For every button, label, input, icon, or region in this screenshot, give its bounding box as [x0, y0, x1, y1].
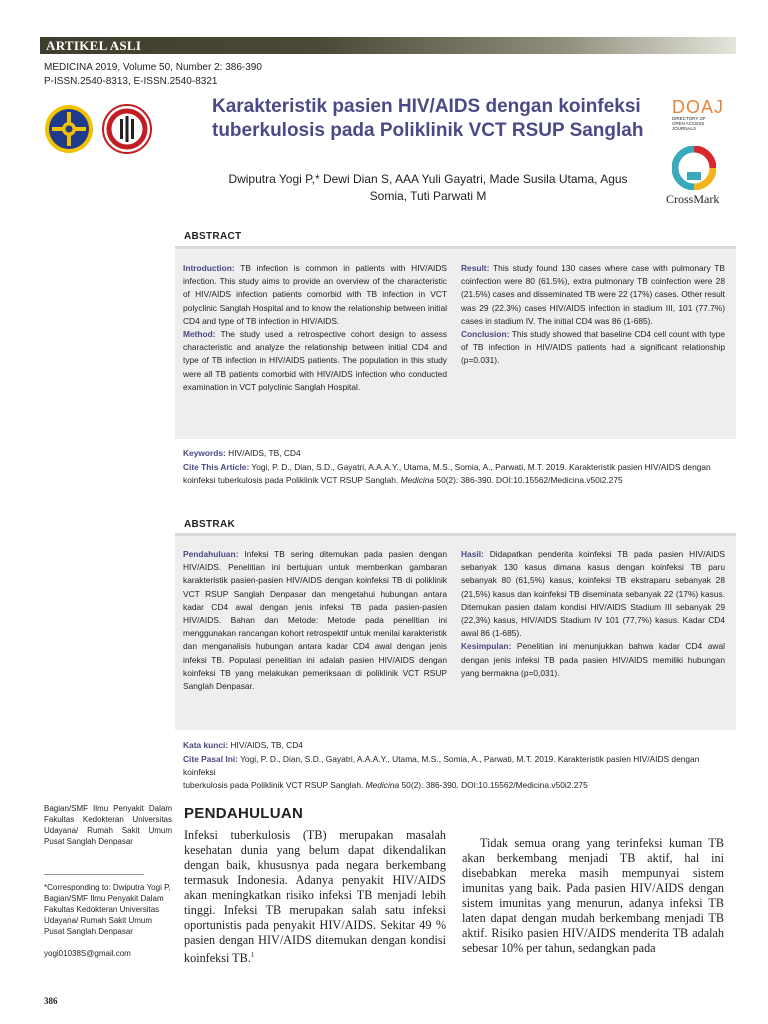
abstrak-conclusion — [461, 640, 725, 680]
crossmark-icon — [672, 146, 716, 190]
article-title — [212, 95, 652, 143]
crossmark-label: CrossMark — [666, 192, 720, 206]
abstrak-result — [461, 548, 725, 640]
doaj-wordmark: DOAJ — [672, 97, 725, 117]
abstract-keywords — [183, 447, 728, 460]
abstract-method-label: Method: — [183, 329, 216, 340]
authors-line-2: Somia, Tuti Parwati M — [369, 189, 487, 203]
abstract-left-column — [183, 262, 447, 394]
abstrak-conclusion-text: Penelitian ini menunjukkan bahwa kadar CD4 awal dengan jenis infeksi TB pada pasien HIV/AIDS memiliki hubungan yang bermakna (p=0,031). — [461, 641, 725, 678]
abstrak-result-label: Hasil: — [461, 549, 484, 559]
abstrak-intro-text: Infeksi TB sering ditemukan pada pasien dengan HIV/AIDS. Penelitian ini bertujuan untuk memberikan gambaran karakteristik pasien-pasien HIV/AIDS dengan koinfeksi TB di poliklinik VCT RSUP Sanglah Denpasar dan mengetahui hubungan antara kadar CD4 awal dengan jenis infeksi TB pada pasien-pasien HIV/AIDS. Bahan dan Metode: Metode pada penelitian ini menggunakan rancangan kohort retrospektif untuk menilai karakteristik dan menganalisis hubungan antara kadar CD4 awal dengan jenis infeksi TB. Populasi penelitian ini adalah pasien HIV/AIDS dengan koinfeksi TB yang melakukan pemeriksaan di poliklinik VCT RSUP Sanglah Denpasar. — [183, 549, 447, 692]
abstract-citation — [183, 461, 728, 487]
corresponding-email[interactable]: yogi01038S@gmail.com — [44, 949, 131, 958]
abstract-right-column — [461, 262, 725, 368]
abstrak-right-column — [461, 548, 725, 680]
kata-kunci-label: Kata kunci: — [183, 740, 229, 750]
abstrak-heading: ABSTRAK — [184, 519, 235, 530]
doaj-logo[interactable] — [672, 98, 728, 131]
cite-journal: Medicina — [400, 475, 435, 486]
cite-text-2: koinfeksi tuberkulosis pada Poliklinik VCT RSUP Sanglah. — [183, 475, 401, 486]
cite-pasal-text-2: tuberkulosis pada Poliklinik VCT RSUP Sanglah. — [183, 780, 366, 791]
authors — [218, 171, 638, 205]
abstract-intro — [183, 262, 447, 328]
udayana-logo — [44, 104, 94, 159]
keywords-text: HIV/AIDS, TB, CD4 — [225, 448, 301, 458]
abstrak-citation — [183, 753, 728, 793]
title-line-1: Karakteristik pasien HIV/AIDS dengan koinfeksi — [212, 96, 641, 117]
body-left-text: Infeksi tuberkulosis (TB) merupakan masalah kesehatan dunia yang belum dapat dikendalikan dengan baik, khususnya pada negara berkembang termasuk Indonesia. Adanya penyakit HIV/AIDS akan meningkatkan risiko infeksi TB menjadi lebih tinggi. Infeksi TB merupakan salah satu infeksi oportunistis pada penyakit HIV/AIDS. Sekitar 49 % pasien dengan HIV/AIDS ditemukan dengan kondisi koinfeksi TB. — [184, 828, 446, 966]
issn-line: P-ISSN.2540-8313, E-ISSN.2540-8321 — [44, 76, 218, 87]
abstrak-keywords — [183, 739, 728, 752]
doaj-sub-1: DIRECTORY OF — [672, 116, 706, 121]
body-right-text: Tidak semua orang yang terinfeksi kuman TB akan berkembang menjadi TB aktif, hal ini disebabkan mereka masih mempunyai sistem imunitas yang baik. Pada pasien HIV/AIDS dengan sistem imunitas yang menurun, adanya infeksi TB laten dapat dengan mudah berkembang menjadi TB aktif. Risiko pasien HIV/AIDS menderita TB adalah sebesar 10% per tahun, sedangkan pada — [462, 836, 724, 955]
cite-label: Cite This Article: — [183, 462, 250, 472]
abstract-intro-label: Introduction: — [183, 263, 235, 273]
cite-pasal-label: Cite Pasal Ini: — [183, 754, 238, 764]
title-line-2: tuberkulosis pada Poliklinik VCT RSUP Sanglah — [212, 120, 644, 141]
abstrak-left-column — [183, 548, 447, 693]
abstract-conclusion — [461, 328, 725, 368]
abstrak-intro — [183, 548, 447, 693]
cite-pasal-text: Yogi, P. D., Dian, S.D., Gayatri, A.A.A.Y., Utama, M.S., Somia, A., Parwati, M.T. 2019. Karakteristik pasien HIV/AIDS dengan koinfeksi — [183, 754, 700, 778]
abstract-result — [461, 262, 725, 328]
cite-pasal-tail[interactable]: 50(2): 386-390. DOI:10.15562/Medicina.v50i2.275 — [399, 780, 588, 791]
abstrak-result-text: Didapatkan penderita koinfeksi TB pada pasien HIV/AIDS sebanyak 130 kasus dimana kasus dengan koinfeksi TB paru sebanyak 80 (61,5%) kasus, koinfeksi TB ekstraparu sebanyak 28 (21,5%) kasus dan koinfeksi TB diseminata sebanyak 22 (17%) kasus. Ditemukan pasien dalam kondisi HIV/AIDS Stadium III sebanyak 29 (22,3%) kasus, HIV/AIDS Stadium IV 101 (77,7%) kasus. Kadar CD4 awal 86 (1-685). — [461, 549, 725, 639]
reference-marker[interactable]: 1 — [250, 951, 255, 959]
body-left-column — [184, 828, 446, 966]
section-banner — [40, 37, 736, 54]
introduction-heading: PENDAHULUAN — [184, 805, 304, 822]
doaj-sub-3: JOURNALS — [672, 126, 697, 131]
abstract-result-label: Result: — [461, 263, 490, 273]
journal-line: MEDICINA 2019, Volume 50, Number 2: 386-390 — [44, 62, 262, 73]
crossmark-badge[interactable] — [666, 146, 720, 207]
section-label: ARTIKEL ASLI — [46, 38, 142, 53]
abstract-intro-text: TB infection is common in patients with HIV/AIDS infection. This study aims to provide an overview of the characteristic of HIV/AIDS infection patients comorbid with TB infection in VCT polyclinic Sanglah Hospital and to know the relationship between initial CD4 and type of TB infection in HIV/AIDS. — [183, 263, 447, 326]
abstract-conclusion-label: Conclusion: — [461, 329, 510, 340]
corresponding-note: *Corresponding to: Dwiputra Yogi P, Bagian/SMF Ilmu Penyakit Dalam Fakultas Kedokteran Universitas Udayana/ Rumah Sakit Umum Pusat Sanglah Denpasar — [44, 883, 171, 936]
abstract-method — [183, 328, 447, 394]
doaj-sub-2: OPEN ACCESS — [672, 121, 705, 126]
cite-tail[interactable]: 50(2): 386-390. DOI:10.15562/Medicina.v50i2.275 — [434, 475, 623, 486]
authors-line-1: Dwiputra Yogi P,* Dewi Dian S, AAA Yuli Gayatri, Made Susila Utama, Agus — [228, 172, 628, 186]
abstract-conclusion-text: This study showed that baseline CD4 cell count with type of TB infection in HIV/AIDS patients had a significant relationship (p=0.031). — [461, 329, 725, 366]
keywords-label: Keywords: — [183, 448, 226, 458]
page-number: 386 — [44, 996, 58, 1006]
kata-kunci-text: HIV/AIDS, TB, CD4 — [228, 740, 303, 750]
cite-pasal-journal: Medicina — [365, 780, 400, 791]
abstrak-intro-label: Pendahuluan: — [183, 549, 239, 559]
abstract-method-text: The study used a retrospective cohort design to assess characteristic and analyze the relationship between initial CD4 and type of TB infection in HIV/AIDS patients. The population in this study were all TB patients comorbid with HIV/AIDS infection who conducted examination in VCT polyclinic Sanglah Hospital. — [183, 329, 447, 392]
body-right-column — [462, 836, 724, 956]
abstract-heading: ABSTRACT — [184, 231, 242, 242]
sidebar-divider — [44, 874, 144, 875]
idi-logo — [102, 104, 152, 159]
affiliation-note: Bagian/SMF Ilmu Penyakit Dalam Fakultas Kedokteran Universitas Udayana/ Rumah Sakit Umum Pusat Sanglah Denpasar — [44, 804, 172, 846]
cite-text: Yogi, P. D., Dian, S.D., Gayatri, A.A.A.Y., Utama, M.S., Somia, A., Parwati, M.T. 2019. Karakteristik pasien HIV/AIDS dengan — [249, 462, 711, 472]
abstract-result-text: This study found 130 cases where case with pulmonary TB coinfection were 80 (61.5%), extra pulmonary TB coinfection were 28 (21.5%) cases and disseminated TB were 22 (17%) cases. Other result was 29 (22.3%) cases HIV/AIDS infection in stadium III, 101 (77.7%) cases in stadium IV. The initial CD4 was 86 (1-685). — [461, 263, 725, 326]
abstrak-conclusion-label: Kesimpulan: — [461, 641, 512, 652]
